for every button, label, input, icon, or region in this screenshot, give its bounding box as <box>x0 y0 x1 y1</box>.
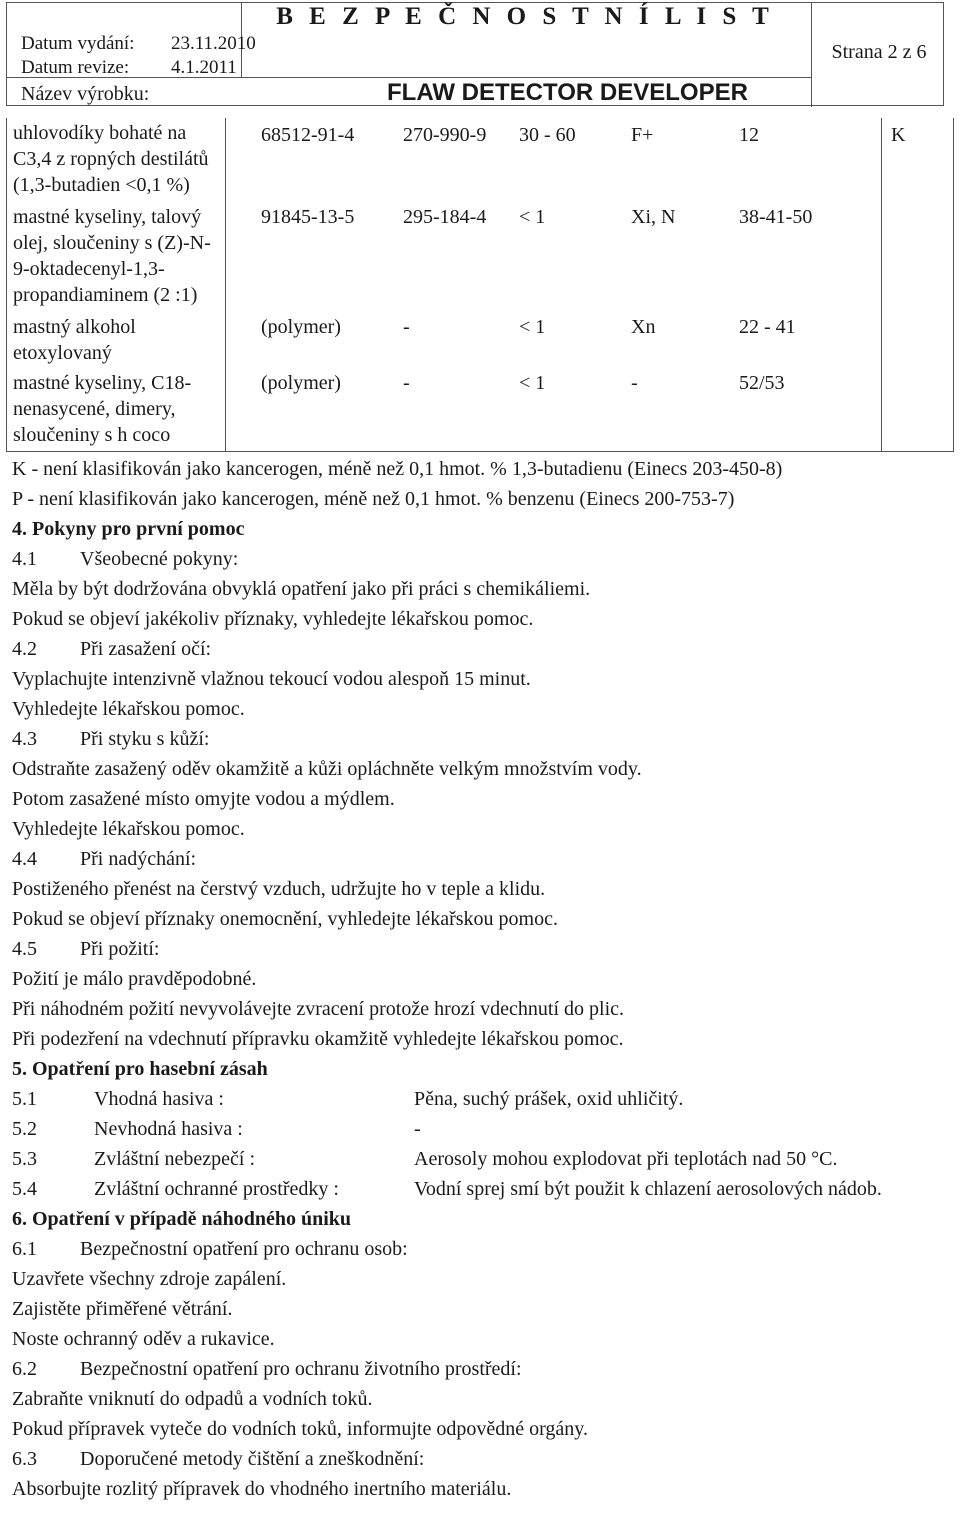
text-line: Vyhledejte lékařskou pomoc. <box>12 698 245 720</box>
subsection-4-3 <box>12 728 210 751</box>
text-line: Postiženého přenést na čerstvý vzduch, udržujte ho v teple a klidu. <box>12 878 546 900</box>
hazard-symbol: F+ <box>631 124 654 146</box>
einecs-number: 295-184-4 <box>403 206 487 228</box>
einecs-number: - <box>403 316 410 338</box>
subsection-title: Při zasažení očí: <box>80 638 212 660</box>
note-p: P - není klasifikován jako kancerogen, méně než 0,1 hmot. % benzenu (Einecs 200-753-7) <box>12 488 735 510</box>
issue-date-row <box>21 33 256 55</box>
component-name: uhlovodíky bohaté na C3,4 z ropných destilátů (1,3-butadien <0,1 %) <box>13 122 209 196</box>
text-line: Měla by být dodržována obvyklá opatření jako při práci s chemikáliemi. <box>12 578 591 600</box>
subsection-title: Všeobecné pokyny: <box>80 548 239 570</box>
subsection-6-2 <box>12 1358 522 1381</box>
subsection-number: 6.1 <box>12 1238 37 1260</box>
einecs-number: - <box>403 372 410 394</box>
row-number: 5.3 <box>12 1148 37 1170</box>
revision-date: 4.1.2011 <box>171 57 237 78</box>
text-line: Zabraňte vniknutí do odpadů a vodních toků. <box>12 1388 373 1410</box>
subsection-title: Bezpečnostní opatření pro ochranu osob: <box>80 1238 408 1260</box>
row-label: Nevhodná hasiva : <box>94 1118 243 1140</box>
row-label: Zvláštní nebezpečí : <box>94 1148 256 1170</box>
firefighting-row <box>12 1118 421 1141</box>
subsection-number: 6.2 <box>12 1358 37 1380</box>
text-line: Vyhledejte lékařskou pomoc. <box>12 818 245 840</box>
table-column-divider <box>881 118 882 451</box>
cas-number: 91845-13-5 <box>261 206 355 228</box>
text-line: Při podezření na vdechnutí přípravku okamžitě vyhledejte lékařskou pomoc. <box>12 1028 624 1050</box>
component-name: mastné kyseliny, C18- nenasycené, dimery, sloučeniny s h coco <box>13 372 192 446</box>
firefighting-row <box>12 1148 838 1171</box>
issue-date: 23.11.2010 <box>171 33 256 54</box>
text-line: Noste ochranný oděv a rukavice. <box>12 1328 275 1350</box>
hazard-symbol: Xi, N <box>631 206 676 228</box>
row-label: Vhodná hasiva : <box>94 1088 224 1110</box>
subsection-number: 4.2 <box>12 638 37 660</box>
text-line: Požití je málo pravděpodobné. <box>12 968 257 990</box>
table-column-divider <box>225 118 226 451</box>
text-line: Absorbujte rozlitý přípravek do vhodného inertního materiálu. <box>12 1478 512 1500</box>
cas-number: (polymer) <box>261 372 341 394</box>
concentration: < 1 <box>519 206 546 228</box>
subsection-number: 4.3 <box>12 728 37 750</box>
subsection-6-1 <box>12 1238 408 1261</box>
subsection-number: 4.5 <box>12 938 37 960</box>
text-line: Vyplachujte intenzivně vlažnou tekoucí vodou alespoň 15 minut. <box>12 668 531 690</box>
text-line: Zajistěte přiměřené větrání. <box>12 1298 233 1320</box>
concentration: < 1 <box>519 372 546 394</box>
page-number: Strana 2 z 6 <box>831 41 927 63</box>
row-value: Pěna, suchý prášek, oxid uhličitý. <box>414 1088 684 1110</box>
row-value: Vodní sprej smí být použit k chlazení aerosolových nádob. <box>414 1178 882 1200</box>
product-label: Název výrobku: <box>21 83 150 105</box>
row-value: - <box>414 1118 421 1140</box>
r-phrases: 52/53 <box>739 372 785 394</box>
revision-date-row <box>21 57 237 79</box>
row-number: 5.2 <box>12 1118 37 1140</box>
subsection-4-1 <box>12 548 239 571</box>
text-line: Pokud přípravek vyteče do vodních toků, informujte odpovědné orgány. <box>12 1418 588 1440</box>
composition-table <box>6 118 954 452</box>
hazard-symbol: - <box>631 372 638 394</box>
subsection-number: 4.4 <box>12 848 37 870</box>
row-label: Zvláštní ochranné prostředky : <box>94 1178 339 1200</box>
note: K <box>891 124 906 146</box>
section-4-title: 4. Pokyny pro první pomoc <box>12 518 245 540</box>
text-line: Pokud se objeví příznaky onemocnění, vyhledejte lékařskou pomoc. <box>12 908 558 930</box>
r-phrases: 22 - 41 <box>739 316 796 338</box>
r-phrases: 12 <box>739 124 759 146</box>
subsection-4-5 <box>12 938 160 961</box>
text-line: Při náhodném požití nevyvolávejte zvracení protože hrozí vdechnutí do plic. <box>12 998 625 1020</box>
text-line: Pokud se objeví jakékoliv příznaky, vyhledejte lékařskou pomoc. <box>12 608 534 630</box>
component-name: mastný alkohol etoxylovaný <box>13 316 136 364</box>
firefighting-row <box>12 1178 882 1201</box>
header-divider <box>811 3 812 107</box>
document-title: B E Z P E Č N O S T N Í L I S T <box>276 3 774 30</box>
text-line: Potom zasažené místo omyjte vodou a mýdlem. <box>12 788 395 810</box>
component-name: mastné kyseliny, talový olej, sloučeniny s (Z)-N- 9-oktadecenyl-1,3- propandiaminem (2 :1) <box>13 206 211 306</box>
subsection-title: Při nadýchání: <box>80 848 197 870</box>
concentration: 30 - 60 <box>519 124 576 146</box>
subsection-title: Při požití: <box>80 938 160 960</box>
text-line: Uzavřete všechny zdroje zapálení. <box>12 1268 287 1290</box>
concentration: < 1 <box>519 316 546 338</box>
subsection-title: Bezpečnostní opatření pro ochranu životního prostředí: <box>80 1358 522 1380</box>
note-k: K - není klasifikován jako kancerogen, méně než 0,1 hmot. % 1,3-butadienu (Einecs 203-450-8) <box>12 458 783 480</box>
r-phrases: 38-41-50 <box>739 206 813 228</box>
text-line: Odstraňte zasažený oděv okamžitě a kůži opláchněte velkým množstvím vody. <box>12 758 642 780</box>
hazard-symbol: Xn <box>631 316 656 338</box>
subsection-4-2 <box>12 638 212 661</box>
issue-date-label: Datum vydání: <box>21 33 135 54</box>
subsection-4-4 <box>12 848 197 871</box>
row-value: Aerosoly mohou explodovat při teplotách nad 50 °C. <box>414 1148 838 1170</box>
revision-date-label: Datum revize: <box>21 57 130 78</box>
product-name: FLAW DETECTOR DEVELOPER <box>387 79 748 106</box>
subsection-title: Při styku s kůží: <box>80 728 210 750</box>
subsection-title: Doporučené metody čištění a zneškodnění: <box>80 1448 425 1470</box>
cas-number: 68512-91-4 <box>261 124 355 146</box>
subsection-number: 6.3 <box>12 1448 37 1470</box>
cas-number: (polymer) <box>261 316 341 338</box>
subsection-number: 4.1 <box>12 548 37 570</box>
section-5-title: 5. Opatření pro hasební zásah <box>12 1058 268 1080</box>
subsection-6-3 <box>12 1448 425 1471</box>
document-header <box>6 2 944 106</box>
row-number: 5.1 <box>12 1088 37 1110</box>
row-number: 5.4 <box>12 1178 37 1200</box>
einecs-number: 270-990-9 <box>403 124 487 146</box>
firefighting-row <box>12 1088 684 1111</box>
section-6-title: 6. Opatření v případě náhodného úniku <box>12 1208 351 1230</box>
